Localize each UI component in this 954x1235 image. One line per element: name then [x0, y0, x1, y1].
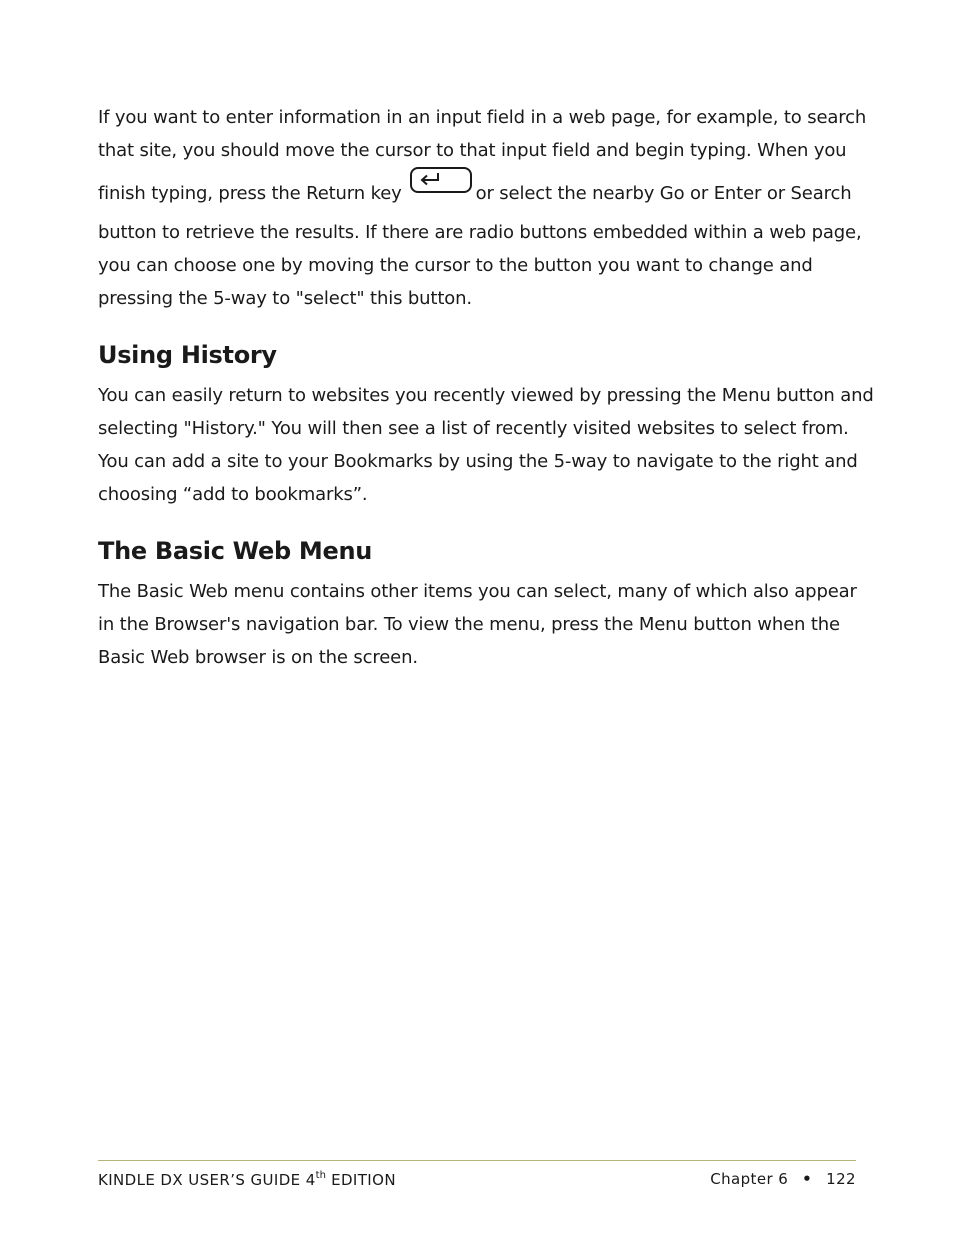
- history-line-3: You can add a site to your Bookmarks by using the 5-way to navigate to the right and: [98, 451, 858, 472]
- intro-line-6: pressing the 5-way to "select" this button.: [98, 288, 472, 309]
- history-line-4: choosing “add to bookmarks”.: [98, 484, 368, 505]
- history-paragraph: [98, 379, 874, 511]
- intro-line-5: you can choose one by moving the cursor to the button you want to change and: [98, 255, 813, 276]
- footer-guide-title: [98, 1170, 396, 1189]
- menu-line-1: The Basic Web menu contains other items you can select, many of which also appear: [98, 581, 857, 602]
- intro-line-3-before: finish typing, press the Return key: [98, 183, 402, 204]
- intro-line-2: that site, you should move the cursor to that input field and begin typing. When you: [98, 140, 847, 161]
- basic-web-menu-paragraph: [98, 575, 858, 674]
- footer-separator: •: [802, 1170, 813, 1188]
- history-line-2: selecting "History." You will then see a list of recently visited websites to select from.: [98, 418, 849, 439]
- intro-line-3: [98, 167, 858, 216]
- page-content: [98, 101, 874, 674]
- footer-page-number: 122: [826, 1170, 856, 1188]
- return-key-icon: [410, 167, 472, 193]
- footer-edition-sup: th: [315, 1170, 326, 1181]
- intro-line-1: If you want to enter information in an input field in a web page, for example, to search: [98, 107, 867, 128]
- footer-page-info: [710, 1170, 856, 1188]
- intro-line-3-after: or select the nearby Go or Enter or Search: [475, 183, 852, 204]
- menu-line-3: Basic Web browser is on the screen.: [98, 647, 418, 668]
- history-line-1: You can easily return to websites you recently viewed by pressing the Menu button and: [98, 385, 874, 406]
- heading-using-history: Using History: [98, 341, 277, 369]
- footer-edition-word: EDITION: [325, 1171, 396, 1189]
- menu-line-2: in the Browser's navigation bar. To view the menu, press the Menu button when the: [98, 614, 840, 635]
- intro-line-4: button to retrieve the results. If there are radio buttons embedded within a web page,: [98, 222, 862, 243]
- intro-paragraph: [98, 101, 867, 315]
- footer-divider: [98, 1160, 856, 1161]
- heading-basic-web-menu: The Basic Web Menu: [98, 537, 373, 565]
- footer-chapter: Chapter 6: [710, 1170, 789, 1188]
- footer-guide-name: KINDLE DX USER’S GUIDE 4: [98, 1171, 316, 1189]
